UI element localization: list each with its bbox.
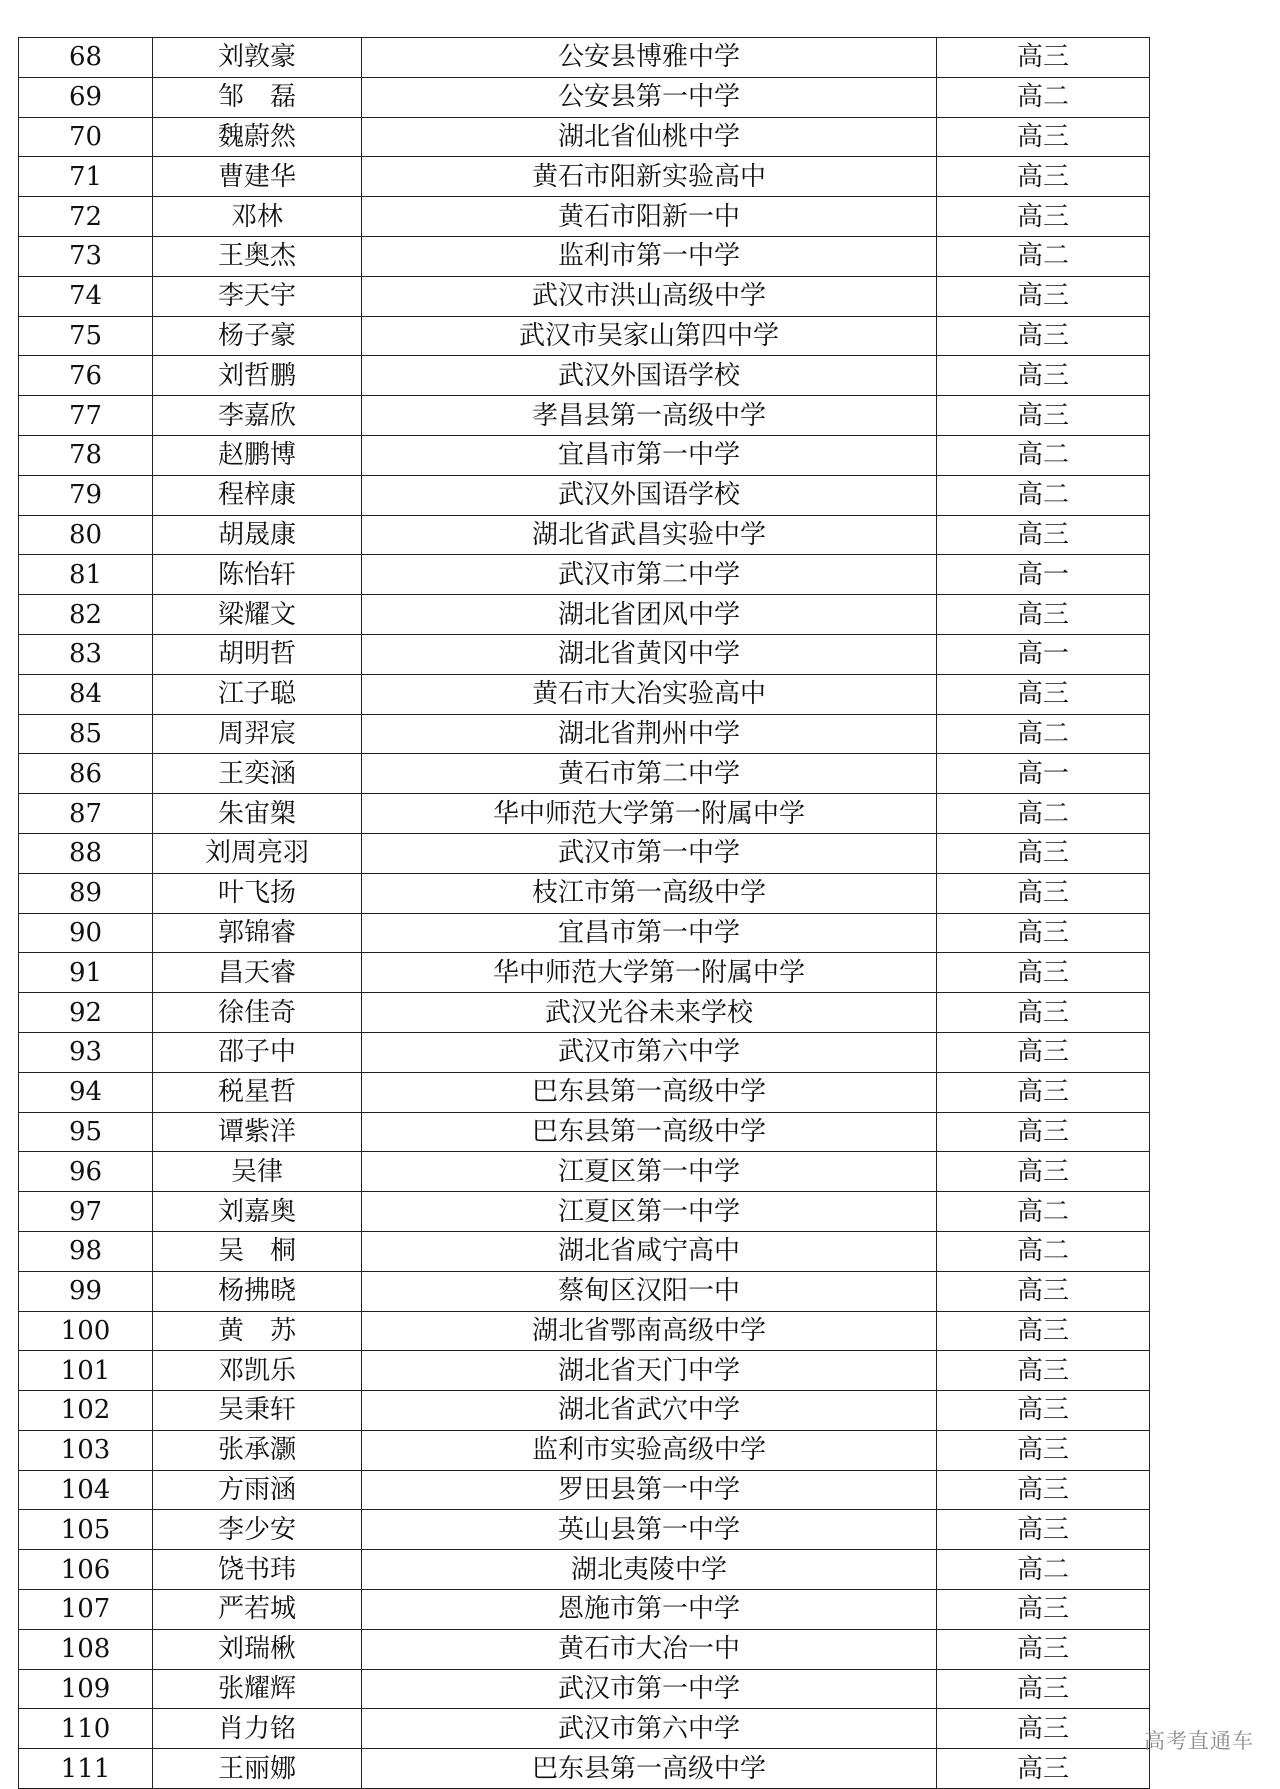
student-name-cell: 江子聪 [153,674,362,714]
school-cell: 枝江市第一高级中学 [362,873,937,913]
grade-cell: 高三 [937,1311,1150,1351]
table-row [19,714,1150,754]
student-name-cell: 程梓康 [153,475,362,515]
row-number-cell: 98 [19,1231,153,1271]
student-name-cell: 李天宇 [153,276,362,316]
grade-cell: 高三 [937,1470,1150,1510]
watermark: 高考直通车 [1144,1729,1254,1753]
school-cell: 湖北省仙桃中学 [362,117,937,157]
student-name-cell: 吴 桐 [153,1231,362,1271]
student-name-cell: 谭紫洋 [153,1112,362,1152]
row-number-cell: 93 [19,1032,153,1072]
grade-cell: 高三 [937,674,1150,714]
school-cell: 英山县第一中学 [362,1510,937,1550]
grade-cell: 高一 [937,555,1150,595]
student-name-cell: 刘周亮羽 [153,833,362,873]
table-row [19,595,1150,635]
table-row [19,634,1150,674]
table-row [19,754,1150,794]
grade-cell: 高三 [937,1351,1150,1391]
row-number-cell: 73 [19,236,153,276]
grade-cell: 高三 [937,873,1150,913]
student-name-cell: 魏蔚然 [153,117,362,157]
row-number-cell: 76 [19,356,153,396]
grade-cell: 高三 [937,1391,1150,1431]
row-number-cell: 83 [19,634,153,674]
table-row [19,1510,1150,1550]
row-number-cell: 77 [19,396,153,436]
grade-cell: 高三 [937,1152,1150,1192]
row-number-cell: 104 [19,1470,153,1510]
row-number-cell: 80 [19,515,153,555]
school-cell: 武汉外国语学校 [362,475,937,515]
table-row [19,316,1150,356]
school-cell: 监利市实验高级中学 [362,1430,937,1470]
grade-cell: 高三 [937,1590,1150,1630]
school-cell: 武汉市第一中学 [362,1669,937,1709]
table-row [19,396,1150,436]
school-cell: 黄石市阳新实验高中 [362,157,937,197]
grade-cell: 高二 [937,77,1150,117]
table-row [19,993,1150,1033]
school-cell: 宜昌市第一中学 [362,435,937,475]
table-row [19,555,1150,595]
grade-cell: 高三 [937,1430,1150,1470]
student-name-cell: 叶飞扬 [153,873,362,913]
grade-cell: 高三 [937,1072,1150,1112]
grade-cell: 高三 [937,38,1150,78]
table-row [19,1669,1150,1709]
student-name-cell: 周羿宸 [153,714,362,754]
grade-cell: 高三 [937,1112,1150,1152]
school-cell: 黄石市大冶实验高中 [362,674,937,714]
grade-cell: 高三 [937,913,1150,953]
row-number-cell: 81 [19,555,153,595]
student-name-cell: 吴秉轩 [153,1391,362,1431]
school-cell: 巴东县第一高级中学 [362,1072,937,1112]
student-name-cell: 邹 磊 [153,77,362,117]
table-row [19,236,1150,276]
grade-cell: 高三 [937,953,1150,993]
row-number-cell: 99 [19,1271,153,1311]
row-number-cell: 97 [19,1192,153,1232]
row-number-cell: 70 [19,117,153,157]
student-name-cell: 郭锦睿 [153,913,362,953]
grade-cell: 高三 [937,515,1150,555]
roster-table [18,37,1150,1789]
table-row [19,1629,1150,1669]
table-row [19,1072,1150,1112]
table-row [19,1112,1150,1152]
student-name-cell: 刘敦豪 [153,38,362,78]
school-cell: 湖北省黄冈中学 [362,634,937,674]
school-cell: 宜昌市第一中学 [362,913,937,953]
grade-cell: 高三 [937,1271,1150,1311]
row-number-cell: 87 [19,794,153,834]
grade-cell: 高三 [937,1669,1150,1709]
grade-cell: 高三 [937,197,1150,237]
student-name-cell: 刘瑞楸 [153,1629,362,1669]
table-row [19,435,1150,475]
student-name-cell: 杨拂晓 [153,1271,362,1311]
school-cell: 罗田县第一中学 [362,1470,937,1510]
student-name-cell: 税星哲 [153,1072,362,1112]
student-name-cell: 王奕涵 [153,754,362,794]
grade-cell: 高二 [937,1192,1150,1232]
school-cell: 黄石市大冶一中 [362,1629,937,1669]
school-cell: 湖北省咸宁高中 [362,1231,937,1271]
school-cell: 华中师范大学第一附属中学 [362,953,937,993]
row-number-cell: 95 [19,1112,153,1152]
school-cell: 公安县博雅中学 [362,38,937,78]
row-number-cell: 105 [19,1510,153,1550]
student-name-cell: 赵鹏博 [153,435,362,475]
row-number-cell: 109 [19,1669,153,1709]
row-number-cell: 92 [19,993,153,1033]
school-cell: 蔡甸区汉阳一中 [362,1271,937,1311]
table-row [19,1550,1150,1590]
row-number-cell: 96 [19,1152,153,1192]
table-row [19,1470,1150,1510]
table-row [19,77,1150,117]
table-row [19,117,1150,157]
row-number-cell: 101 [19,1351,153,1391]
table-row [19,157,1150,197]
student-name-cell: 吴律 [153,1152,362,1192]
row-number-cell: 74 [19,276,153,316]
row-number-cell: 110 [19,1709,153,1749]
table-row [19,276,1150,316]
grade-cell: 高三 [937,276,1150,316]
student-name-cell: 张耀辉 [153,1669,362,1709]
table-row [19,38,1150,78]
row-number-cell: 108 [19,1629,153,1669]
row-number-cell: 84 [19,674,153,714]
table-row [19,1271,1150,1311]
table-row [19,913,1150,953]
grade-cell: 高三 [937,993,1150,1033]
school-cell: 孝昌县第一高级中学 [362,396,937,436]
row-number-cell: 100 [19,1311,153,1351]
student-name-cell: 曹建华 [153,157,362,197]
grade-cell: 高二 [937,435,1150,475]
school-cell: 湖北省团风中学 [362,595,937,635]
school-cell: 武汉市洪山高级中学 [362,276,937,316]
row-number-cell: 88 [19,833,153,873]
student-name-cell: 邓凯乐 [153,1351,362,1391]
grade-cell: 高三 [937,1032,1150,1072]
grade-cell: 高二 [937,236,1150,276]
table-row [19,1152,1150,1192]
roster-body [19,38,1150,1789]
student-name-cell: 饶书玮 [153,1550,362,1590]
student-name-cell: 邓林 [153,197,362,237]
table-row [19,1032,1150,1072]
school-cell: 湖北夷陵中学 [362,1550,937,1590]
grade-cell: 高二 [937,714,1150,754]
row-number-cell: 78 [19,435,153,475]
student-name-cell: 杨子豪 [153,316,362,356]
grade-cell: 高三 [937,1629,1150,1669]
grade-cell: 高三 [937,356,1150,396]
row-number-cell: 102 [19,1391,153,1431]
table-row [19,1391,1150,1431]
school-cell: 武汉市第一中学 [362,833,937,873]
row-number-cell: 75 [19,316,153,356]
row-number-cell: 90 [19,913,153,953]
row-number-cell: 85 [19,714,153,754]
grade-cell: 高三 [937,316,1150,356]
student-name-cell: 王丽娜 [153,1749,362,1789]
grade-cell: 高三 [937,157,1150,197]
student-name-cell: 胡晟康 [153,515,362,555]
school-cell: 江夏区第一中学 [362,1152,937,1192]
table-row [19,1311,1150,1351]
row-number-cell: 79 [19,475,153,515]
row-number-cell: 72 [19,197,153,237]
row-number-cell: 106 [19,1550,153,1590]
school-cell: 湖北省荆州中学 [362,714,937,754]
row-number-cell: 82 [19,595,153,635]
school-cell: 湖北省武昌实验中学 [362,515,937,555]
table-row [19,953,1150,993]
grade-cell: 高二 [937,794,1150,834]
table-row [19,1192,1150,1232]
row-number-cell: 91 [19,953,153,993]
student-name-cell: 严若城 [153,1590,362,1630]
school-cell: 武汉市第二中学 [362,555,937,595]
table-row [19,1590,1150,1630]
row-number-cell: 111 [19,1749,153,1789]
row-number-cell: 107 [19,1590,153,1630]
school-cell: 湖北省鄂南高级中学 [362,1311,937,1351]
table-row [19,475,1150,515]
grade-cell: 高二 [937,1231,1150,1271]
table-row [19,674,1150,714]
table-row [19,1231,1150,1271]
row-number-cell: 71 [19,157,153,197]
student-name-cell: 王奥杰 [153,236,362,276]
school-cell: 武汉市吴家山第四中学 [362,316,937,356]
school-cell: 恩施市第一中学 [362,1590,937,1630]
table-row [19,1430,1150,1470]
grade-cell: 高三 [937,1510,1150,1550]
grade-cell: 高三 [937,833,1150,873]
row-number-cell: 86 [19,754,153,794]
grade-cell: 高三 [937,595,1150,635]
student-name-cell: 肖力铭 [153,1709,362,1749]
table-row [19,873,1150,913]
school-cell: 湖北省武穴中学 [362,1391,937,1431]
student-name-cell: 刘嘉奥 [153,1192,362,1232]
student-name-cell: 朱宙槊 [153,794,362,834]
student-name-cell: 陈怡轩 [153,555,362,595]
school-cell: 巴东县第一高级中学 [362,1112,937,1152]
grade-cell: 高三 [937,1709,1150,1749]
grade-cell: 高二 [937,475,1150,515]
student-name-cell: 张承灏 [153,1430,362,1470]
school-cell: 监利市第一中学 [362,236,937,276]
table-row [19,794,1150,834]
school-cell: 江夏区第一中学 [362,1192,937,1232]
student-name-cell: 李少安 [153,1510,362,1550]
school-cell: 巴东县第一高级中学 [362,1749,937,1789]
grade-cell: 高三 [937,117,1150,157]
student-name-cell: 邵子中 [153,1032,362,1072]
row-number-cell: 89 [19,873,153,913]
school-cell: 公安县第一中学 [362,77,937,117]
school-cell: 黄石市阳新一中 [362,197,937,237]
row-number-cell: 69 [19,77,153,117]
grade-cell: 高一 [937,634,1150,674]
student-name-cell: 李嘉欣 [153,396,362,436]
student-name-cell: 徐佳奇 [153,993,362,1033]
school-cell: 黄石市第二中学 [362,754,937,794]
table-row [19,833,1150,873]
student-name-cell: 梁耀文 [153,595,362,635]
table-row [19,1351,1150,1391]
school-cell: 武汉市第六中学 [362,1032,937,1072]
table-row [19,356,1150,396]
table-row [19,515,1150,555]
student-name-cell: 方雨涵 [153,1470,362,1510]
table-row [19,197,1150,237]
row-number-cell: 68 [19,38,153,78]
school-cell: 武汉外国语学校 [362,356,937,396]
student-name-cell: 刘哲鹏 [153,356,362,396]
student-name-cell: 昌天睿 [153,953,362,993]
grade-cell: 高二 [937,1550,1150,1590]
grade-cell: 高三 [937,1749,1150,1789]
student-name-cell: 胡明哲 [153,634,362,674]
table-row [19,1709,1150,1749]
row-number-cell: 103 [19,1430,153,1470]
student-name-cell: 黄 苏 [153,1311,362,1351]
school-cell: 武汉光谷未来学校 [362,993,937,1033]
school-cell: 华中师范大学第一附属中学 [362,794,937,834]
school-cell: 武汉市第六中学 [362,1709,937,1749]
grade-cell: 高一 [937,754,1150,794]
school-cell: 湖北省天门中学 [362,1351,937,1391]
row-number-cell: 94 [19,1072,153,1112]
grade-cell: 高三 [937,396,1150,436]
